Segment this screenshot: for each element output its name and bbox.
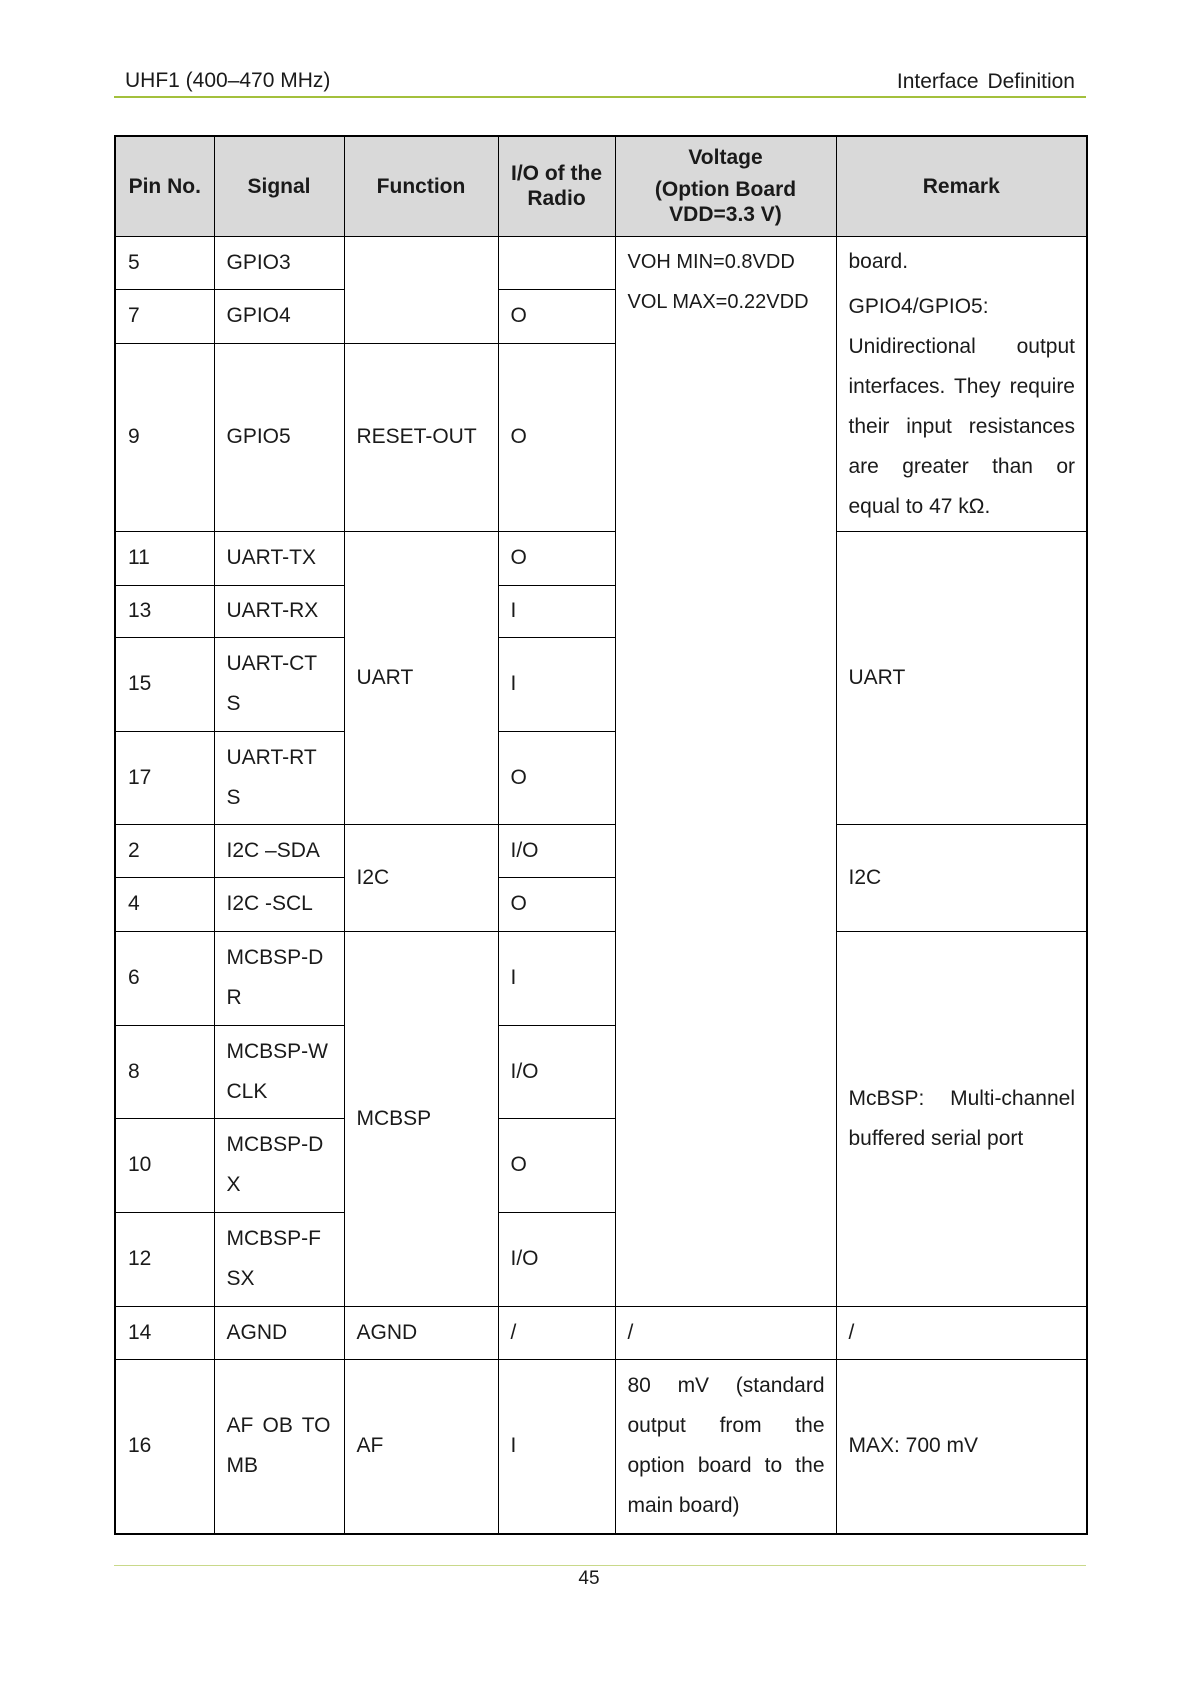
io-cell: I — [498, 1359, 615, 1534]
signal-cell — [214, 343, 344, 531]
io-cell: I/O — [498, 824, 615, 877]
voltage-cell: / — [615, 1306, 836, 1359]
io-cell: I — [498, 931, 615, 1025]
signal-name: I2C –SDA — [226, 838, 320, 862]
signal-cell — [214, 931, 344, 1025]
table-row — [115, 236, 1087, 289]
voltage-line-vol: VOL MAX=0.22VDD — [627, 290, 809, 313]
signal-cell — [214, 824, 344, 877]
running-header-section: Interface Definition — [896, 70, 1075, 93]
voltage-line-voh: VOH MIN=0.8VDD — [627, 250, 795, 273]
io-cell: I/O — [498, 1025, 615, 1118]
footer-rule — [114, 1565, 1086, 1566]
signal-cell — [214, 1212, 344, 1306]
table-row — [115, 931, 1087, 1025]
signal-name: GPIO3 — [226, 250, 291, 274]
signal-name: UART-TX — [226, 546, 316, 569]
io-cell: I/O — [498, 1212, 615, 1306]
pin-number-cell: 14 — [115, 1306, 214, 1359]
signal-cell — [214, 585, 344, 637]
pin-number-cell: 7 — [115, 289, 214, 343]
header-rule — [114, 96, 1086, 98]
pin-number-cell: 5 — [115, 236, 214, 289]
remark-paragraph: GPIO4/GPIO5: Unidirectional output interfaces. They require their input resistances are greater than or equal to 47 kΩ. — [848, 294, 1075, 518]
function-cell: AF — [344, 1359, 498, 1534]
signal-name: MCBSP-DR — [226, 946, 324, 1009]
signal-cell — [214, 531, 344, 585]
io-cell: O — [498, 531, 615, 585]
function-cell: I2C — [344, 824, 498, 931]
io-cell: O — [498, 877, 615, 931]
function-cell: AGND — [344, 1306, 498, 1359]
io-cell: / — [498, 1306, 615, 1359]
signal-name: GPIO5 — [226, 425, 291, 448]
io-cell: I — [498, 585, 615, 637]
column-header-io: I/O of the Radio — [498, 136, 615, 236]
signal-name: MCBSP-WCLK — [226, 1039, 328, 1103]
pin-number-cell: 8 — [115, 1025, 214, 1118]
voltage-header-title: Voltage — [688, 146, 763, 170]
column-header-function: Function — [344, 136, 498, 236]
voltage-header-subtitle: (Option Board VDD=3.3 V) — [654, 178, 797, 227]
running-header-title: UHF1 (400–470 MHz) — [125, 69, 331, 92]
remark-cell: / — [836, 1306, 1087, 1359]
page-number: 45 — [578, 1568, 600, 1589]
pin-number-cell: 6 — [115, 931, 214, 1025]
table-row — [115, 1359, 1087, 1534]
function-cell: MCBSP — [344, 931, 498, 1306]
pin-number-cell: 17 — [115, 731, 214, 824]
signal-cell — [214, 877, 344, 931]
signal-cell — [214, 1025, 344, 1118]
pin-number-cell: 4 — [115, 877, 214, 931]
pin-number-cell: 13 — [115, 585, 214, 637]
signal-cell — [214, 1359, 344, 1534]
pin-number-cell: 2 — [115, 824, 214, 877]
signal-name: UART-CTS — [226, 652, 318, 715]
pin-number-cell: 9 — [115, 343, 214, 531]
signal-name: GPIO4 — [226, 304, 291, 327]
pin-number-cell: 16 — [115, 1359, 214, 1534]
signal-cell — [214, 731, 344, 824]
function-cell-empty — [344, 236, 498, 343]
pin-number-cell: 10 — [115, 1118, 214, 1212]
column-header-pin-no: Pin No. — [115, 136, 214, 236]
io-cell: O — [498, 289, 615, 343]
signal-cell — [214, 236, 344, 289]
signal-name: MCBSP-FSX — [226, 1227, 321, 1290]
signal-cell — [214, 1118, 344, 1212]
signal-name: AGND — [226, 1320, 288, 1344]
signal-name: I2C -SCL — [226, 892, 313, 915]
io-cell-empty — [498, 236, 615, 289]
remark-paragraph: board. — [848, 249, 909, 273]
table-row — [115, 1306, 1087, 1359]
pin-definition-table — [114, 135, 1088, 1535]
io-cell: O — [498, 1118, 615, 1212]
voltage-cell: 80 mV (standard output from the option board to the main board) — [615, 1359, 836, 1534]
column-header-signal: Signal — [214, 136, 344, 236]
pin-number-cell: 12 — [115, 1212, 214, 1306]
column-header-remark: Remark — [836, 136, 1087, 236]
io-cell: O — [498, 343, 615, 531]
table-row — [115, 531, 1087, 585]
io-cell: O — [498, 731, 615, 824]
io-cell: I — [498, 637, 615, 731]
remark-cell — [836, 236, 1087, 531]
pin-number-cell: 15 — [115, 637, 214, 731]
signal-cell — [214, 289, 344, 343]
signal-cell — [214, 1306, 344, 1359]
table-row — [115, 824, 1087, 877]
column-header-voltage — [615, 136, 836, 236]
remark-cell: MAX: 700 mV — [836, 1359, 1087, 1534]
pin-number-cell: 11 — [115, 531, 214, 585]
function-cell: RESET-OUT — [344, 343, 498, 531]
signal-cell — [214, 637, 344, 731]
signal-name: AF OB TO MB — [226, 1414, 331, 1478]
remark-cell: UART — [836, 531, 1087, 824]
signal-name: UART-RX — [226, 599, 319, 622]
function-cell: UART — [344, 531, 498, 824]
table-header-row — [115, 136, 1087, 236]
signal-name: UART-RTS — [226, 745, 317, 809]
voltage-cell — [615, 236, 836, 1306]
remark-cell: I2C — [836, 824, 1087, 931]
signal-name: MCBSP-DX — [226, 1133, 324, 1196]
remark-cell: McBSP: Multi-channel buffered serial port — [836, 931, 1087, 1306]
